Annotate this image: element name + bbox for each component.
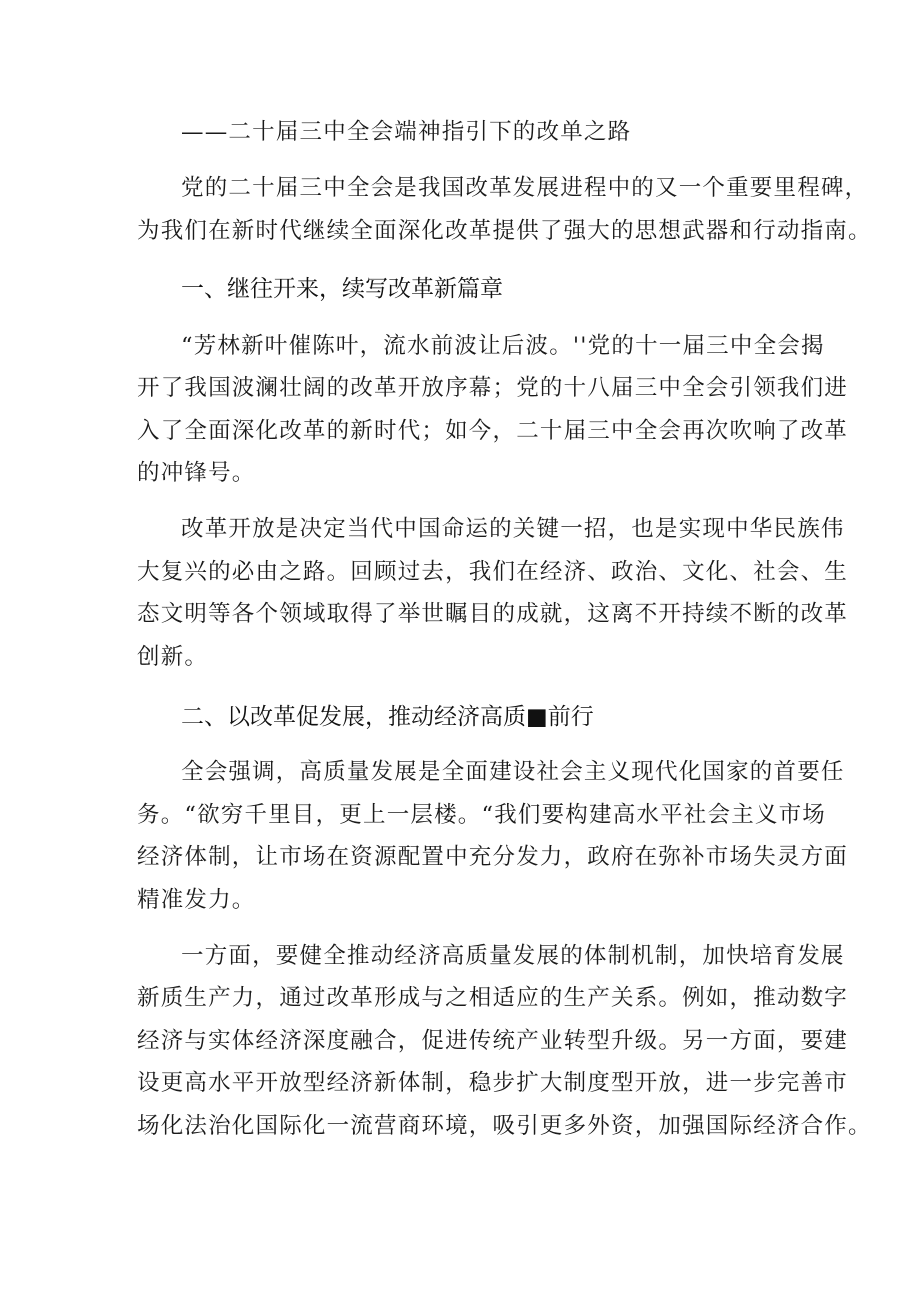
section-2-para-1-line-3: 经济体制，让市场在资源配置中充分发力，政府在弥补市场失灵方面 [137, 844, 849, 870]
intro-line-2: 为我们在新时代继续全面深化改革提供了强大的思想武器和行动指南。 [137, 218, 872, 244]
section-2-para-2-line-4: 设更高水平开放型经济新体制，稳步扩大制度型开放，进一步完善市 [137, 1070, 849, 1096]
section-1-heading: 一、继往开来，续写改革新篇章 [181, 276, 503, 302]
section-2-heading: 二、以改革促发展，推动经济高质■前行 [181, 704, 594, 730]
section-2-para-1-line-2: 务。“欲穷千里目，更上一层楼。“我们要构建高水平社会主义市场 [137, 802, 827, 828]
section-2-para-1-line-1: 全会强调，高质量发展是全面建设社会主义现代化国家的首要任 [181, 759, 845, 785]
section-2-para-2-line-5: 场化法治化国际化一流营商环境，吸引更多外资，加强国际经济合作。 [137, 1113, 872, 1139]
section-1-para-1-line-4: 的冲锋号。 [137, 460, 256, 486]
section-1-para-1-line-3: 入了全面深化改革的新时代；如今，二十届三中全会再次吹响了改革 [137, 418, 849, 444]
section-1-para-2-line-4: 创新。 [137, 644, 209, 670]
section-1-para-1-line-1: “芳林新叶催陈叶，流水前波让后波。''党的十一届三中全会揭 [181, 333, 825, 359]
section-2-para-2-line-3: 经济与实体经济深度融合，促进传统产业转型升级。另一方面，要建 [137, 1028, 849, 1054]
section-2-para-2-line-2: 新质生产力，通过改革形成与之相适应的生产关系。例如，推动数字 [137, 985, 849, 1011]
section-2-para-2-line-1: 一方面，要健全推动经济高质量发展的体制机制，加快培育发展 [181, 943, 845, 969]
document-subtitle: ——二十届三中全会端神指引下的改单之路 [181, 119, 632, 145]
section-2-para-1-line-4: 精准发力。 [137, 887, 256, 913]
section-1-para-2-line-1: 改革开放是决定当代中国命运的关键一招，也是实现中华民族伟 [181, 516, 845, 542]
section-1-para-1-line-2: 开了我国波澜壮阔的改革开放序幕；党的十八届三中全会引领我们进 [137, 375, 849, 401]
section-1-para-2-line-3: 态文明等各个领域取得了举世瞩目的成就，这离不开持续不断的改革 [137, 601, 849, 627]
section-1-para-2-line-2: 大复兴的必由之路。回顾过去，我们在经济、政治、文化、社会、生 [137, 559, 849, 585]
intro-line-1: 党的二十届三中全会是我国改革发展进程中的又一个重要里程碑， [181, 175, 869, 201]
